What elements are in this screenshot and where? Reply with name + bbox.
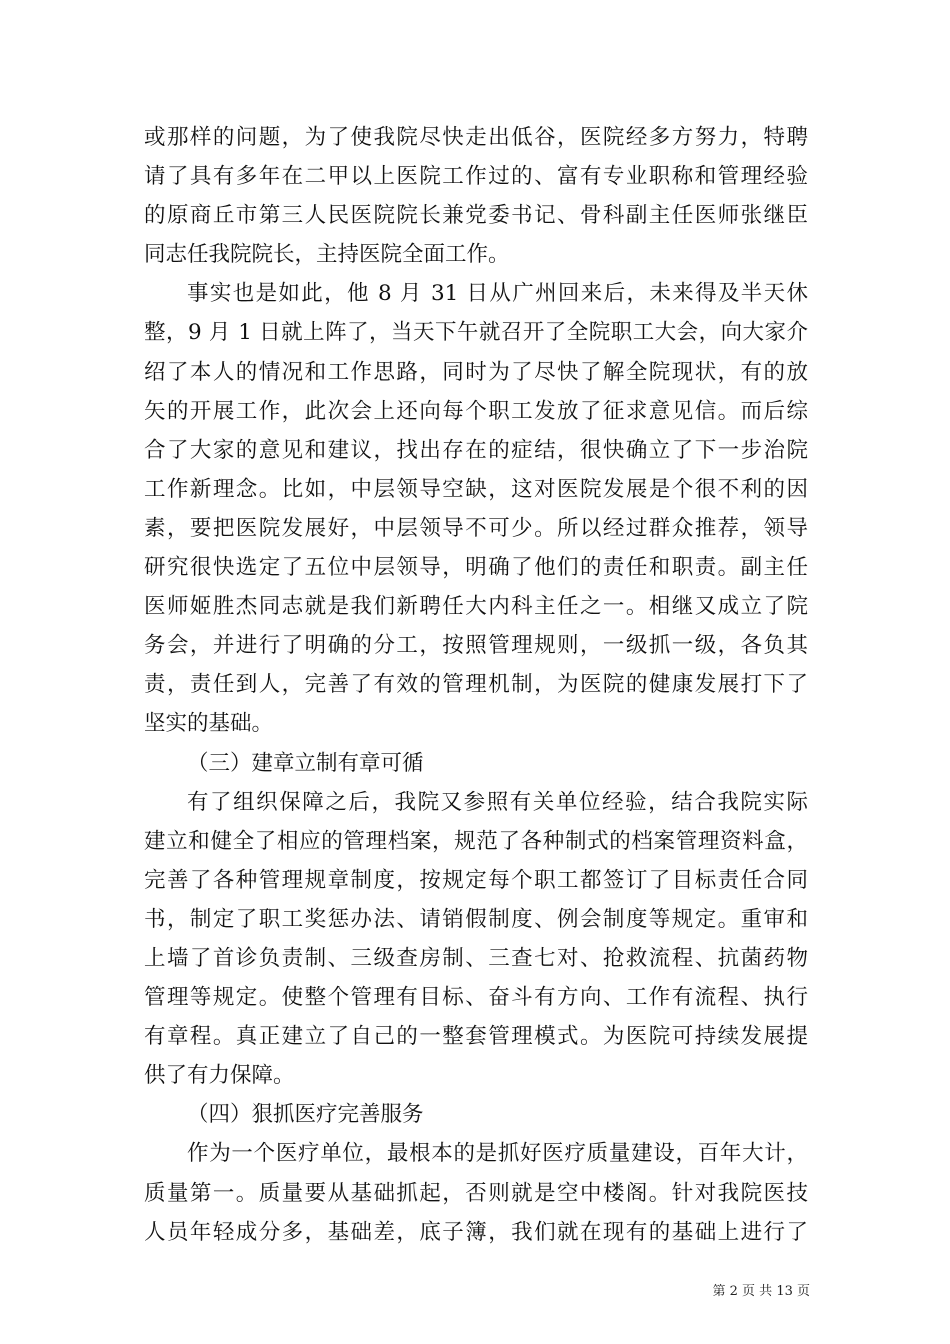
text-line: 素，要把医院发展好，中层领导不可少。所以经过群众推荐，领导 [144, 515, 808, 541]
page-number: 第 2 页 共 13 页 [712, 1284, 810, 1299]
text-line: 事实也是如此，他 8 月 31 日从广州回来后，未来得及半天休 [187, 281, 808, 307]
text-line: 有章程。真正建立了自己的一整套管理模式。为医院可持续发展提 [144, 1024, 808, 1050]
text-line: 责，责任到人，完善了有效的管理机制，为医院的健康发展打下了 [144, 672, 808, 698]
document-body [144, 118, 808, 1252]
section-heading: （三）建章立制有章可循 [187, 750, 424, 776]
section-heading: （四）狠抓医疗完善服务 [187, 1102, 424, 1128]
text-line: 合了大家的意见和建议，找出存在的症结，很快确立了下一步治院 [144, 437, 808, 463]
text-line: 医师姬胜杰同志就是我们新聘任大内科主任之一。相继又成立了院 [144, 594, 808, 620]
text-line: 工作新理念。比如，中层领导空缺，这对医院发展是个很不利的因 [144, 476, 808, 502]
text-line: 供了有力保障。 [144, 1063, 295, 1089]
text-line: 或那样的问题，为了使我院尽快走出低谷，医院经多方努力，特聘 [144, 125, 808, 150]
text-line: 整，9 月 1 日就上阵了，当天下午就召开了全院职工大会，向大家介 [144, 320, 808, 346]
text-line: 质量第一。质量要从基础抓起，否则就是空中楼阁。针对我院医技 [144, 1180, 808, 1206]
text-line: 请了具有多年在二甲以上医院工作过的、富有专业职称和管理经验 [144, 164, 808, 190]
text-line: 矢的开展工作，此次会上还向每个职工发放了征求意见信。而后综 [144, 398, 808, 424]
text-line: 作为一个医疗单位，最根本的是抓好医疗质量建设，百年大计， [187, 1141, 808, 1167]
text-line: 务会，并进行了明确的分工，按照管理规则，一级抓一级，各负其 [144, 633, 808, 659]
text-line: 上墙了首诊负责制、三级查房制、三查七对、抢救流程、抗菌药物 [144, 945, 808, 971]
text-line: 的原商丘市第三人民医院院长兼党委书记、骨科副主任医师张继臣 [144, 203, 808, 229]
text-line: 同志任我院院长，主持医院全面工作。 [144, 242, 510, 268]
text-line: 建立和健全了相应的管理档案，规范了各种制式的档案管理资料盒， [144, 828, 808, 854]
text-line: 管理等规定。使整个管理有目标、奋斗有方向、工作有流程、执行 [144, 985, 808, 1011]
text-line: 书，制定了职工奖惩办法、请销假制度、例会制度等规定。重审和 [144, 906, 808, 932]
text-line: 绍了本人的情况和工作思路，同时为了尽快了解全院现状，有的放 [144, 359, 808, 385]
text-line: 有了组织保障之后，我院又参照有关单位经验，结合我院实际 [187, 789, 808, 815]
text-line: 坚实的基础。 [144, 711, 274, 737]
text-line: 人员年轻成分多，基础差，底子簿，我们就在现有的基础上进行了 [144, 1219, 808, 1245]
text-line: 完善了各种管理规章制度，按规定每个职工都签订了目标责任合同 [144, 867, 808, 893]
text-line: 研究很快选定了五位中层领导，明确了他们的责任和职责。副主任 [144, 555, 808, 581]
